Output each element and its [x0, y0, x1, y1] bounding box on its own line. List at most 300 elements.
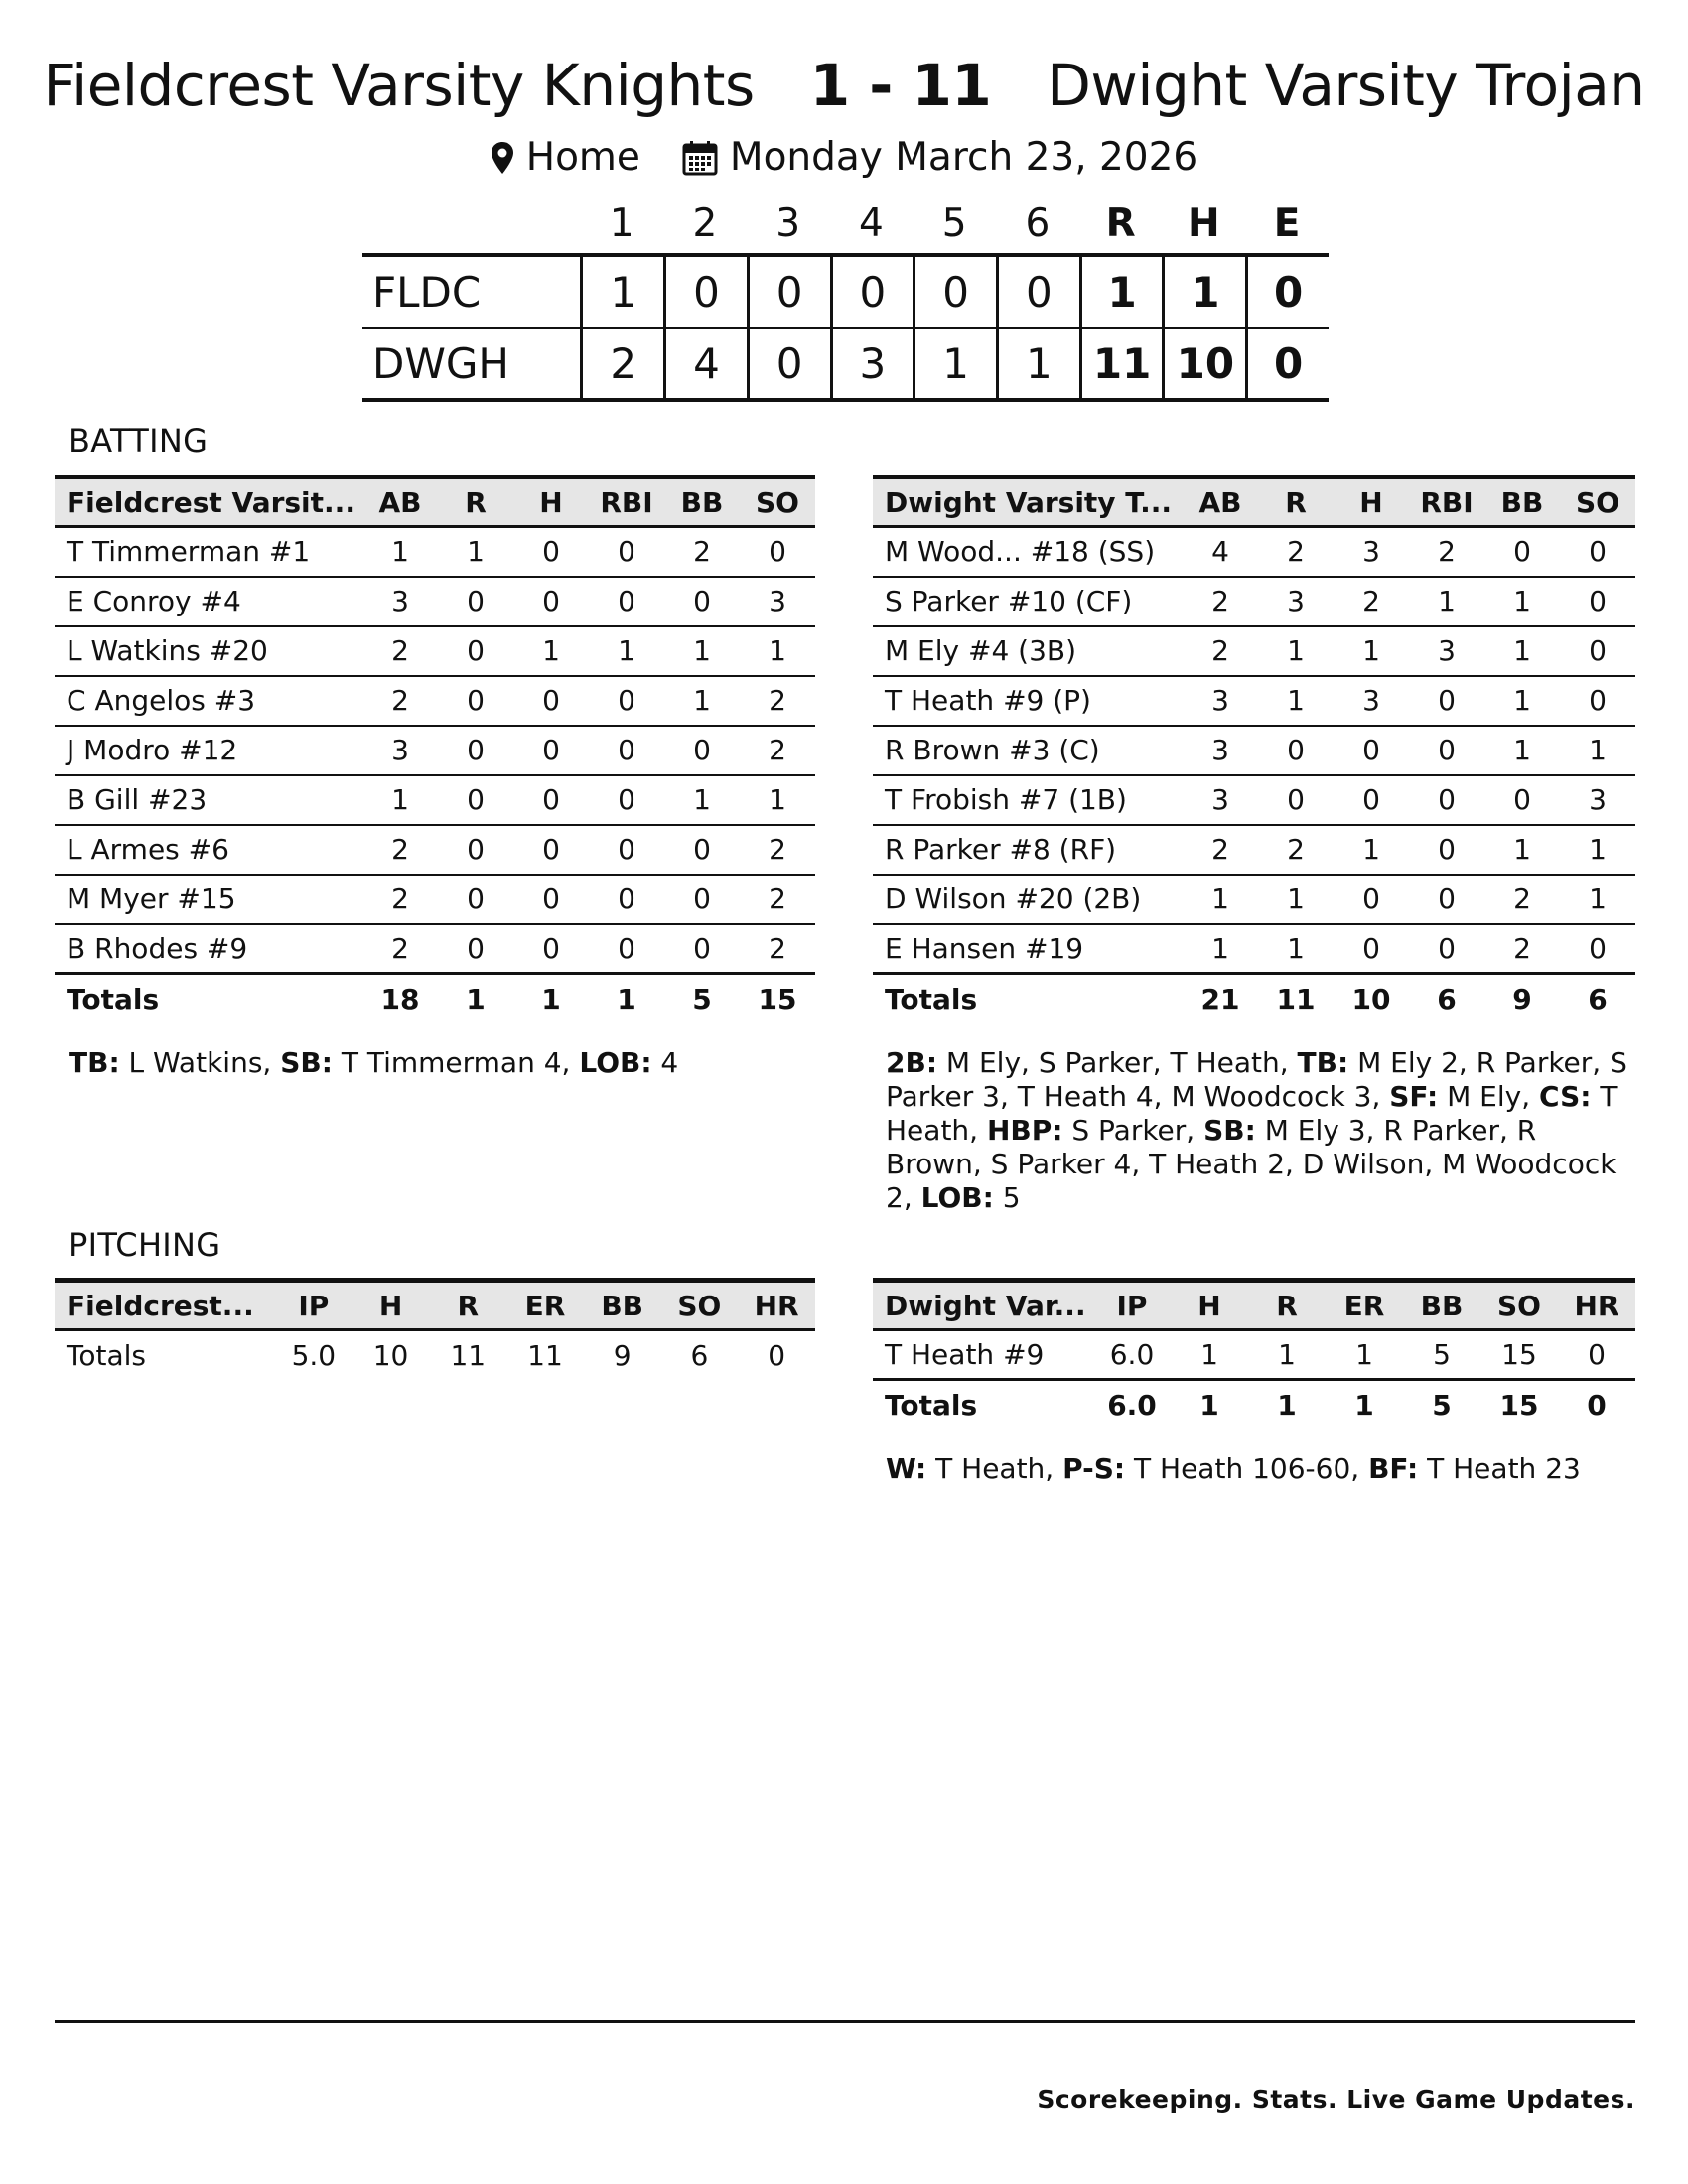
- inning-score: 0: [996, 257, 1079, 327]
- stat-value: 2: [740, 676, 815, 726]
- inning-4-header: 4: [859, 201, 884, 246]
- total-value: 9: [1484, 974, 1560, 1024]
- stat-value: 0: [1258, 726, 1334, 775]
- stat-column-header: H: [1334, 478, 1409, 527]
- stat-value: 0: [513, 775, 589, 825]
- total-value: 6: [1560, 974, 1635, 1024]
- player-row: [873, 626, 1635, 676]
- note-text: 4: [651, 1046, 679, 1079]
- stat-value: 0: [768, 1338, 786, 1372]
- note-label: W:: [886, 1452, 927, 1485]
- hits-total: 1: [1162, 257, 1245, 327]
- stat-value: 0: [438, 875, 513, 924]
- stat-value: 1: [1484, 825, 1560, 875]
- stat-value: 2: [740, 726, 815, 775]
- stat-value: 0: [664, 825, 740, 875]
- stat-value: 0: [513, 875, 589, 924]
- note-label: CS:: [1539, 1080, 1592, 1113]
- note-label: TB:: [1297, 1046, 1349, 1079]
- player-row: [873, 875, 1635, 924]
- totals-row: [873, 974, 1635, 1024]
- stat-value: 1: [438, 527, 513, 577]
- totals-label: Totals: [55, 974, 362, 1024]
- stat-value: 1: [664, 676, 740, 726]
- total-value: 6: [1409, 974, 1484, 1024]
- total-value: 15: [740, 974, 815, 1024]
- note-text: M Ely,: [1438, 1080, 1540, 1113]
- stat-value: 0: [1258, 775, 1334, 825]
- note-text: L Watkins,: [119, 1046, 281, 1079]
- stat-value: 2: [1409, 527, 1484, 577]
- total-value: 5: [1403, 1380, 1480, 1430]
- stat-value: 0: [589, 577, 664, 626]
- stat-value: 10: [372, 1338, 409, 1372]
- note-label: LOB:: [579, 1046, 652, 1079]
- total-value: 1: [1171, 1380, 1248, 1430]
- totals-label: Totals: [873, 1380, 1093, 1430]
- stat-value: 0: [1560, 577, 1635, 626]
- stat-column-header: RBI: [1409, 478, 1484, 527]
- game-info: [0, 135, 1688, 180]
- home-batting-notes: [886, 1046, 1640, 1215]
- game-title: [0, 52, 1688, 119]
- line-score-row-away: [362, 257, 1329, 327]
- stat-value: 15: [1480, 1330, 1558, 1380]
- stat-column-header: ER: [1326, 1281, 1403, 1330]
- stat-value: 2: [1183, 577, 1258, 626]
- total-value: 15: [1480, 1380, 1558, 1430]
- stat-column-header: SO: [661, 1281, 739, 1330]
- inning-score: 0: [747, 257, 830, 327]
- stat-column-header: HR: [1558, 1281, 1635, 1330]
- stat-value: 1: [1484, 577, 1560, 626]
- stat-value: 0: [438, 577, 513, 626]
- note-label: TB:: [69, 1046, 120, 1079]
- inning-score: 0: [913, 257, 996, 327]
- stat-value: 2: [362, 676, 438, 726]
- stat-column-header: H: [352, 1281, 430, 1330]
- player-name: T Heath #9: [873, 1330, 1093, 1380]
- stat-value: 0: [664, 924, 740, 974]
- stat-value: 1: [664, 775, 740, 825]
- stat-value: 1: [1248, 1330, 1326, 1380]
- note-text: T Heath 106-60,: [1125, 1452, 1369, 1485]
- home-pitching-notes: [886, 1452, 1640, 1486]
- stat-value: 2: [664, 527, 740, 577]
- note-label: 2B:: [886, 1046, 938, 1079]
- hits-total: 10: [1162, 329, 1245, 398]
- player-row: [873, 527, 1635, 577]
- total-value: 1: [438, 974, 513, 1024]
- stat-value: 0: [589, 825, 664, 875]
- stat-value: 0: [1558, 1330, 1635, 1380]
- note-text: M Ely 3, R Parker, R Brown, S Parker 4, T Heath 2, D Wilson, M Woodcock 2,: [886, 1114, 1617, 1214]
- stat-value: 0: [438, 626, 513, 676]
- player-name: L Armes #6: [55, 825, 362, 875]
- stat-value: 0: [1409, 875, 1484, 924]
- home-batting-table: [873, 475, 1635, 1024]
- away-team-name: Fieldcrest Varsity Knights: [43, 52, 755, 119]
- player-name: M Myer #15: [55, 875, 362, 924]
- inning-score: 0: [663, 257, 747, 327]
- batting-section-title: BATTING: [69, 422, 209, 460]
- stat-value: 1: [740, 626, 815, 676]
- player-name: L Watkins #20: [55, 626, 362, 676]
- stat-column-header: HR: [738, 1281, 815, 1330]
- stat-value: 0: [513, 825, 589, 875]
- stat-value: 0: [1334, 924, 1409, 974]
- table-header-row: [55, 1281, 815, 1330]
- errors-header: E: [1273, 201, 1301, 246]
- inning-6-header: 6: [1025, 201, 1051, 246]
- total-value: 10: [1334, 974, 1409, 1024]
- stat-value: 0: [1409, 726, 1484, 775]
- errors-total: 0: [1245, 257, 1329, 327]
- away-pitching-table: [55, 1278, 815, 1380]
- stat-value: 0: [1484, 527, 1560, 577]
- stat-value: 0: [664, 875, 740, 924]
- inning-5-header: 5: [941, 201, 967, 246]
- stat-value: 3: [1334, 676, 1409, 726]
- stat-value: 1: [1334, 626, 1409, 676]
- stat-value: 1: [1560, 875, 1635, 924]
- stat-column-header: AB: [1183, 478, 1258, 527]
- stat-value: 0: [1409, 676, 1484, 726]
- stat-value: 0: [1334, 875, 1409, 924]
- stat-value: 0: [438, 924, 513, 974]
- total-value: 1: [589, 974, 664, 1024]
- line-score-header: [362, 194, 1329, 253]
- hits-header: H: [1188, 201, 1220, 246]
- stat-value: 0: [664, 577, 740, 626]
- stat-value: 1: [1171, 1330, 1248, 1380]
- player-name: E Conroy #4: [55, 577, 362, 626]
- stat-value: 4: [1183, 527, 1258, 577]
- total-value: 1: [1326, 1380, 1403, 1430]
- player-row: [55, 775, 815, 825]
- total-value: 5: [664, 974, 740, 1024]
- player-row: [55, 1330, 815, 1380]
- calendar-icon: [682, 140, 718, 176]
- inning-2-header: 2: [692, 201, 718, 246]
- note-label: SB:: [1203, 1114, 1256, 1147]
- player-name: T Heath #9 (P): [873, 676, 1183, 726]
- final-score: 1 - 11: [809, 52, 992, 119]
- stat-value: 3: [362, 726, 438, 775]
- line-score-row-home: [362, 329, 1329, 398]
- runs-total: 11: [1079, 329, 1163, 398]
- stat-value: 1: [1560, 825, 1635, 875]
- runs-total: 1: [1079, 257, 1163, 327]
- stat-column-header: R: [1248, 1281, 1326, 1330]
- stat-value: 1: [1258, 676, 1334, 726]
- stat-value: 0: [513, 527, 589, 577]
- stat-value: 1: [1258, 875, 1334, 924]
- player-row: [873, 924, 1635, 974]
- inning-score: 4: [663, 329, 747, 398]
- inning-1-header: 1: [609, 201, 634, 246]
- stat-value: 1: [1334, 825, 1409, 875]
- table-header-row: [873, 478, 1635, 527]
- errors-total: 0: [1245, 329, 1329, 398]
- stat-value: 2: [1258, 825, 1334, 875]
- inning-3-header: 3: [775, 201, 801, 246]
- runs-header: R: [1105, 201, 1136, 246]
- stat-value: 3: [1409, 626, 1484, 676]
- footer-tagline: Scorekeeping. Stats. Live Game Updates.: [1037, 2085, 1635, 2114]
- stat-value: 0: [589, 875, 664, 924]
- player-name: J Modro #12: [55, 726, 362, 775]
- stat-value: 0: [1409, 775, 1484, 825]
- location-label: Home: [525, 135, 640, 180]
- stat-value: 0: [438, 676, 513, 726]
- inning-score: 0: [747, 329, 830, 398]
- total-value: 0: [1558, 1380, 1635, 1430]
- inning-score: 1: [913, 329, 996, 398]
- stat-value: 1: [1560, 726, 1635, 775]
- away-batting-table: [55, 475, 815, 1024]
- total-value: 18: [362, 974, 438, 1024]
- note-label: SB:: [280, 1046, 333, 1079]
- stat-value: 2: [362, 875, 438, 924]
- stat-column-header: R: [429, 1281, 506, 1330]
- stat-value: 1: [740, 775, 815, 825]
- stat-value: 0: [513, 726, 589, 775]
- stat-column-header: R: [438, 478, 513, 527]
- stat-value: 0: [664, 726, 740, 775]
- table-header-row: [873, 1281, 1635, 1330]
- stat-value: 0: [1409, 825, 1484, 875]
- stat-value: 3: [740, 577, 815, 626]
- player-name: M Wood... #18 (SS): [873, 527, 1183, 577]
- note-label: P-S:: [1062, 1452, 1126, 1485]
- pitching-section-title: PITCHING: [69, 1226, 221, 1264]
- inning-score: 3: [830, 329, 914, 398]
- stat-value: 0: [589, 676, 664, 726]
- stat-value: 1: [589, 626, 664, 676]
- footer-divider: [55, 2020, 1635, 2023]
- player-row: [55, 577, 815, 626]
- note-label: BF:: [1368, 1452, 1419, 1485]
- note-text: M Ely 2, R Parker, S Parker 3, T Heath 4, M Woodcock 3,: [886, 1046, 1627, 1113]
- stat-value: 2: [740, 924, 815, 974]
- stat-column-header: IP: [275, 1281, 352, 1330]
- stat-value: 6.0: [1093, 1330, 1171, 1380]
- stat-column-header: AB: [362, 478, 438, 527]
- stat-column-header: ER: [506, 1281, 584, 1330]
- note-label: SF:: [1389, 1080, 1439, 1113]
- map-pin-icon: [491, 141, 514, 175]
- stat-value: 0: [589, 924, 664, 974]
- team-column-header: Dwight Varsity T...: [873, 478, 1183, 527]
- team-abbrev: FLDC: [372, 267, 482, 317]
- stat-value: 11: [527, 1338, 563, 1372]
- stat-value: 0: [1484, 775, 1560, 825]
- stat-value: 2: [1484, 875, 1560, 924]
- inning-score: 0: [830, 257, 914, 327]
- player-name: C Angelos #3: [55, 676, 362, 726]
- player-name: T Timmerman #1: [55, 527, 362, 577]
- note-text: T Heath 23: [1418, 1452, 1581, 1485]
- stat-value: 1: [1484, 726, 1560, 775]
- stat-column-header: BB: [584, 1281, 661, 1330]
- stat-column-header: BB: [1403, 1281, 1480, 1330]
- stat-value: 2: [1334, 577, 1409, 626]
- stat-value: 0: [438, 726, 513, 775]
- stat-value: 5.0: [291, 1338, 337, 1372]
- totals-row: [55, 974, 815, 1024]
- player-row: [873, 825, 1635, 875]
- stat-value: 1: [1258, 626, 1334, 676]
- home-team-name: Dwight Varsity Trojan: [1047, 52, 1645, 119]
- player-row: [873, 577, 1635, 626]
- stat-value: 0: [589, 775, 664, 825]
- team-abbrev: DWGH: [372, 339, 509, 388]
- stat-column-header: BB: [664, 478, 740, 527]
- player-row: [873, 726, 1635, 775]
- stat-value: 2: [740, 875, 815, 924]
- stat-column-header: SO: [740, 478, 815, 527]
- player-row: [55, 726, 815, 775]
- note-text: T Timmerman 4,: [332, 1046, 580, 1079]
- stat-value: 1: [362, 527, 438, 577]
- player-row: [55, 527, 815, 577]
- stat-value: 0: [589, 527, 664, 577]
- inning-score: 1: [996, 329, 1079, 398]
- stat-value: 3: [1183, 726, 1258, 775]
- player-name: R Brown #3 (C): [873, 726, 1183, 775]
- stat-value: 3: [1183, 676, 1258, 726]
- totals-label: Totals: [873, 974, 1183, 1024]
- total-value: 6.0: [1093, 1380, 1171, 1430]
- stat-value: 0: [1334, 726, 1409, 775]
- player-name: S Parker #10 (CF): [873, 577, 1183, 626]
- total-value: 21: [1183, 974, 1258, 1024]
- stat-value: 0: [438, 775, 513, 825]
- total-value: 1: [513, 974, 589, 1024]
- note-text: 5: [993, 1181, 1021, 1214]
- stat-value: 2: [1183, 825, 1258, 875]
- team-column-header: Fieldcrest Varsit...: [55, 478, 362, 527]
- player-name: B Gill #23: [55, 775, 362, 825]
- stat-value: 0: [589, 726, 664, 775]
- totals-row: [873, 1380, 1635, 1430]
- stat-value: 2: [362, 924, 438, 974]
- stat-column-header: SO: [1480, 1281, 1558, 1330]
- player-name: T Frobish #7 (1B): [873, 775, 1183, 825]
- stat-value: 1: [1183, 924, 1258, 974]
- stat-value: 1: [1484, 676, 1560, 726]
- inning-score: 1: [580, 257, 663, 327]
- game-date: Monday March 23, 2026: [729, 135, 1198, 180]
- stat-column-header: IP: [1093, 1281, 1171, 1330]
- stat-value: 2: [1183, 626, 1258, 676]
- note-text: T Heath,: [886, 1080, 1618, 1147]
- stat-value: 3: [1560, 775, 1635, 825]
- stat-value: 1: [362, 775, 438, 825]
- table-header-row: [55, 478, 815, 527]
- player-name: E Hansen #19: [873, 924, 1183, 974]
- stat-value: 0: [1560, 527, 1635, 577]
- line-score: [362, 194, 1329, 402]
- stat-value: 2: [1484, 924, 1560, 974]
- stat-value: 0: [1560, 626, 1635, 676]
- stat-value: 3: [1334, 527, 1409, 577]
- stat-value: 3: [1183, 775, 1258, 825]
- stat-value: 1: [1484, 626, 1560, 676]
- total-value: 11: [1258, 974, 1334, 1024]
- stat-value: 2: [1258, 527, 1334, 577]
- stat-column-header: RBI: [589, 478, 664, 527]
- stat-column-header: H: [513, 478, 589, 527]
- total-value: 1: [1248, 1380, 1326, 1430]
- inning-score: 2: [580, 329, 663, 398]
- team-column-header: Dwight Var...: [873, 1281, 1093, 1330]
- stat-value: 3: [1258, 577, 1334, 626]
- stat-value: 0: [1409, 924, 1484, 974]
- stat-value: 1: [1258, 924, 1334, 974]
- player-name: M Ely #4 (3B): [873, 626, 1183, 676]
- player-name: Totals: [67, 1338, 146, 1372]
- stat-column-header: SO: [1560, 478, 1635, 527]
- player-row: [55, 875, 815, 924]
- stat-value: 3: [362, 577, 438, 626]
- stat-value: 1: [1183, 875, 1258, 924]
- stat-value: 1: [1409, 577, 1484, 626]
- player-row: [873, 1330, 1635, 1380]
- stat-value: 0: [1334, 775, 1409, 825]
- player-row: [873, 676, 1635, 726]
- stat-value: 0: [513, 924, 589, 974]
- stat-value: 6: [690, 1338, 709, 1372]
- player-row: [873, 775, 1635, 825]
- stat-value: 11: [450, 1338, 487, 1372]
- stat-value: 0: [740, 527, 815, 577]
- stat-value: 0: [1560, 676, 1635, 726]
- stat-column-header: R: [1258, 478, 1334, 527]
- stat-value: 1: [664, 626, 740, 676]
- player-row: [55, 825, 815, 875]
- stat-value: 0: [1560, 924, 1635, 974]
- stat-value: 2: [362, 626, 438, 676]
- player-name: R Parker #8 (RF): [873, 825, 1183, 875]
- note-label: LOB:: [920, 1181, 994, 1214]
- away-batting-notes: [69, 1046, 803, 1080]
- player-name: D Wilson #20 (2B): [873, 875, 1183, 924]
- stat-value: 2: [740, 825, 815, 875]
- stat-value: 0: [513, 577, 589, 626]
- stat-column-header: H: [1171, 1281, 1248, 1330]
- home-pitching-table: [873, 1278, 1635, 1430]
- team-column-header: Fieldcrest...: [55, 1281, 275, 1330]
- player-row: [55, 626, 815, 676]
- note-text: S Parker,: [1062, 1114, 1204, 1147]
- stat-value: 0: [513, 676, 589, 726]
- note-text: M Ely, S Parker, T Heath,: [937, 1046, 1298, 1079]
- stat-value: 1: [1326, 1330, 1403, 1380]
- player-row: [55, 924, 815, 974]
- stat-value: 5: [1403, 1330, 1480, 1380]
- note-text: T Heath,: [926, 1452, 1063, 1485]
- note-label: HBP:: [986, 1114, 1063, 1147]
- stat-value: 0: [438, 825, 513, 875]
- stat-value: 1: [513, 626, 589, 676]
- player-name: B Rhodes #9: [55, 924, 362, 974]
- player-row: [55, 676, 815, 726]
- stat-value: 2: [362, 825, 438, 875]
- stat-column-header: BB: [1484, 478, 1560, 527]
- stat-value: 9: [613, 1338, 632, 1372]
